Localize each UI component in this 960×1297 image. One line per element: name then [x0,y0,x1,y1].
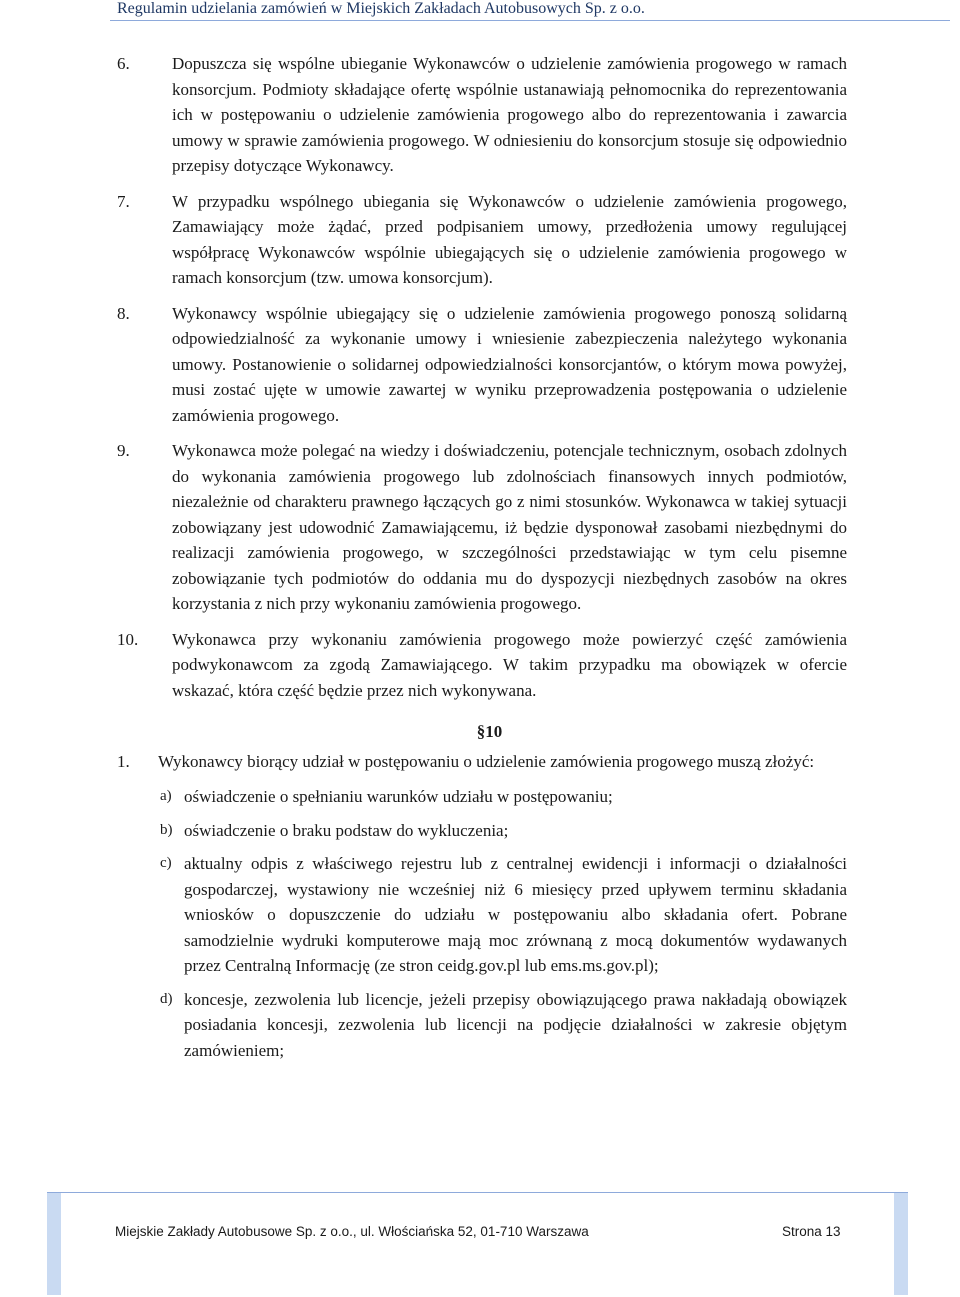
paragraph-text: Wykonawcy biorący udział w postępowaniu o udzielenie zamówienia progowego muszą złożyć: [158,751,815,771]
subitem-d [117,987,847,1064]
paragraph-text: W przypadku wspólnego ubiegania się Wykonawców o udzielenie zamówienia progowego, Zamawiający może żądać, przed podpisaniem umowy, przedłożenia umowy regulującej współpracę Wykonawców wspólnie ubiegających się o udzielenie zamówienia progowego w ramach konsorcjum (tzw. umowa konsorcjum). [172,191,847,287]
subitem-text: aktualny odpis z właściwego rejestru lub z centralnej ewidencji i informacji o działalności gospodarczej, wystawiony nie wcześniej niż 6 miesięcy przed upływem terminu składania wniosków o dopuszczenie do udziału w postępowaniu albo składania ofert. Pobrane samodzielnie wydruki komputerowe mają moc zrównaną z mocą dokumentów wydawanych przez Centralną Informację (ze stron ceidg.gov.pl lub ems.ms.gov.pl); [184,854,847,975]
paragraph-10 [117,627,847,704]
paragraph-number: 7. [117,191,130,211]
subitem-letter: c) [160,855,172,871]
subitem-text: oświadczenie o spełnianiu warunków udziału w postępowaniu; [184,787,613,806]
subitem-letter: b) [160,821,173,838]
paragraph-7 [117,189,847,291]
subitem-a [117,784,847,810]
footer-decoration-right [894,1192,908,1295]
subitem-c [117,851,847,979]
footer-address: Miejskie Zakłady Autobusowe Sp. z o.o., ul. Włościańska 52, 01-710 Warszawa [115,1224,589,1239]
paragraph-number: 1. [117,751,130,771]
header-divider [110,20,950,21]
subitem-b [117,818,847,844]
paragraph-text: Wykonawca może polegać na wiedzy i doświadczeniu, potencjale technicznym, osobach zdolnych do wykonania zamówienia progowego lub zdolnościach finansowych innych podmiotów, niezależnie od charakteru prawnego łączących go z nimi stosunków. Wykonawca w takiej sytuacji zobowiązany jest udowodnić Zamawiającemu, iż będzie dysponował zasobami niezbędnymi do realizacji zamówienia progowego, w szczególności przedstawiając w tym celu pisemne zobowiązanie tych podmiotów do oddania mu do dyspozycji niezbędnych zasobów na okres korzystania z nich przy wykonaniu zamówienia progowego. [172,441,847,613]
subitem-letter: d) [160,990,173,1007]
subitem-text: koncesje, zezwolenia lub licencje, jeżeli przepisy obowiązującego prawa nakładają obowiązek posiadania koncesji, zezwolenia lub licencji na podjęcie działalności w zakresie objętym zamówieniem; [184,989,847,1060]
page-header: Regulamin udzielania zamówień w Miejskich Zakładach Autobusowych Sp. z o.o. [117,0,645,17]
footer-decoration-left [47,1192,61,1295]
paragraph-8 [117,301,847,429]
paragraph-text: Wykonawcy wspólnie ubiegający się o udzielenie zamówienia progowego ponoszą solidarną odpowiedzialność za wykonanie umowy i wniesienie zabezpieczenia należytego wykonania umowy. Postanowienie o solidarnej odpowiedzialności konsorcjantów, o którym mowa powyżej, musi zostać ujęte w umowie zawartej w wyniku przeprowadzenia postępowania o udzielenie zamówienia progowego. [172,303,847,425]
subitem-letter: a) [160,788,172,804]
paragraph-text: Dopuszcza się wspólne ubieganie Wykonawców o udzielenie zamówienia progowego w ramach konsorcjum. Podmioty składające ofertę wspólnie ustanawiają pełnomocnika do reprezentowania ich w postępowaniu o udzielenie zamówienia progowego albo do reprezentowania i zawarcia umowy w sprawie zamówienia progowego. W odniesieniu do konsorcjum stosuje się odpowiednio przepisy dotyczące Wykonawcy. [172,54,847,175]
paragraph-9 [117,438,847,617]
document-body [117,51,847,1071]
page-number: Strona 13 [782,1224,841,1239]
section-heading: §10 [476,722,503,741]
subitem-text: oświadczenie o braku podstaw do wykluczenia; [184,820,509,840]
footer-divider [47,1192,908,1193]
paragraph-6 [117,51,847,179]
paragraph-text: Wykonawca przy wykonaniu zamówienia progowego może powierzyć część zamówienia podwykonawcom za zgodą Zamawiającego. W takim przypadku ma obowiązek w ofercie wskazać, która część będzie przez nich wykonywana. [172,629,847,700]
paragraph-number: 6. [117,54,130,73]
paragraph-number: 8. [117,303,130,323]
paragraph-number: 9. [117,441,130,460]
paragraph-number: 10. [117,629,139,649]
section-paragraph-1 [117,749,847,775]
